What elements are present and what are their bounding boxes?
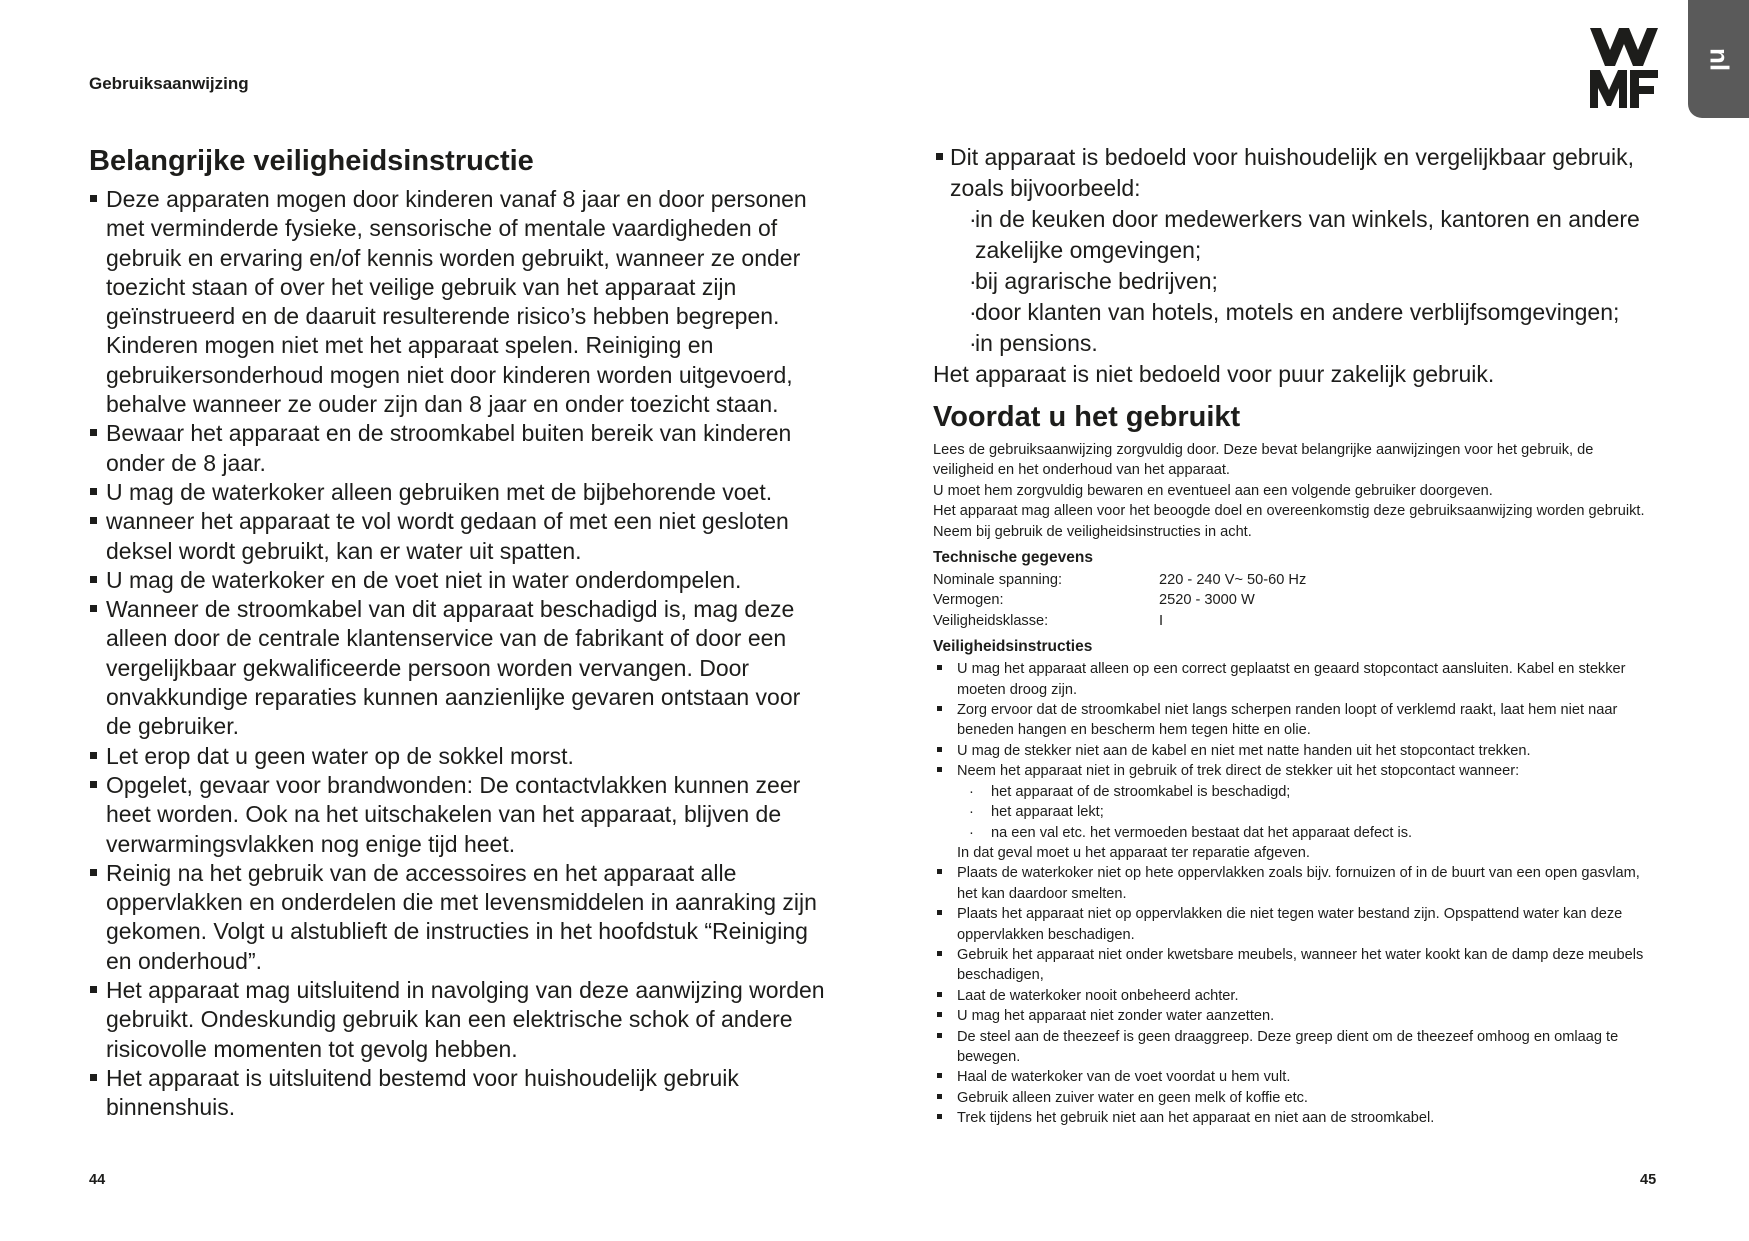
page-number-left: 44 [89,1172,106,1188]
list-item: U mag de waterkoker alleen gebruiken met de bijbehorende voet. [89,478,829,507]
sub-list-item: · het apparaat lekt; [957,802,1653,822]
bullet-icon [90,1074,97,1081]
spec-row: Nominale spanning: 220 - 240 V~ 50-60 Hz [933,572,1307,589]
bullet-icon [937,951,942,956]
list-item: Neem het apparaat niet in gebruik of trek direct de stekker uit het stopcontact wanneer: · het apparaat of de stroomkabel is beschadigd; · het apparaat lekt; · na een val etc. het vermoeden bestaat dat het apparaat defect is. In dat geval moet u het apparaat ter reparatie afgeven. [933,761,1653,863]
bullet-icon [937,1094,942,1099]
list-item: Haal de waterkoker van de voet voordat u hem vult. [933,1067,1653,1087]
list-item: U mag de stekker niet aan de kabel en niet met natte handen uit het stopcontact trekken. [933,741,1653,761]
paragraph: Neem bij gebruik de veiligheidsinstructies in acht. [933,523,1252,540]
list-item: Gebruik het apparaat niet onder kwetsbare meubels, wanneer het water kookt kan de damp deze meubels beschadigen, [933,945,1653,986]
right-column [933,142,1653,1129]
bullet-icon [937,747,942,752]
paragraph: U moet hem zorgvuldig bewaren en eventueel aan een volgende gebruiker doorgeven. [933,482,1493,499]
list-item: Laat de waterkoker nooit onbeheerd achter. [933,986,1653,1006]
left-column [89,143,829,1123]
usage-sub-list [933,204,1653,359]
bullet-icon [937,767,942,772]
sub-list-item: · na een val etc. het vermoeden bestaat dat het apparaat defect is. [957,823,1653,843]
safety-instructions-heading: Veiligheidsinstructies [933,638,1093,656]
dot-icon: · [969,824,974,841]
sub-list-item: · door klanten van hotels, motels en andere verblijfsomgevingen; [933,297,1653,328]
section-title-before-use: Voordat u het gebruikt [933,401,1241,433]
sub-list-item: · bij agrarische bedrijven; [933,266,1653,297]
bullet-icon [90,488,97,495]
bullet-icon [90,752,97,759]
list-item: Het apparaat is uitsluitend bestemd voor huishoudelijk gebruik binnenshuis. [89,1064,829,1123]
paragraph: Het apparaat mag alleen voor het beoogde doel en overeenkomstig deze gebruiksaanwijzing worden gebruikt. [933,503,1645,520]
bullet-icon [937,1073,942,1078]
page-number-right: 45 [1640,1172,1657,1188]
running-header: Gebruiksaanwijzing [89,74,249,93]
bullet-icon [937,1033,942,1038]
list-item: Zorg ervoor dat de stroomkabel niet langs scherpen randen loopt of verklemd raakt, laat hem niet naar beneden hangen en bescherm hem tegen hitte en olie. [933,700,1653,741]
dot-icon: · [969,299,977,325]
usage-list [933,142,1653,204]
bullet-icon [936,153,943,160]
list-item: wanneer het apparaat te vol wordt gedaan of met een niet gesloten deksel wordt gebruikt, kan er water uit spatten. [89,507,829,566]
language-tab [1688,0,1749,118]
sub-list-item: · in de keuken door medewerkers van winkels, kantoren en andere zakelijke omgevingen; [969,206,1640,263]
list-item: De steel aan de theezeef is geen draaggreep. Deze greep dient om de theezeef omhoog en omlaag te bewegen. [933,1027,1653,1068]
safety-note: In dat geval moet u het apparaat ter reparatie afgeven. [957,844,1310,861]
list-item: Reinig na het gebruik van de accessoires en het apparaat alle oppervlakken en onderdelen die met levensmiddelen in aanraking zijn gekomen. Volgt u alstublieft de instructies in het hoofdstuk “Reiniging en onderhoud”. [89,859,829,976]
list-item: Plaats de waterkoker niet op hete oppervlakken zoals bijv. fornuizen of in de buurt van een open gasvlam, het kan daardoor smelten. [933,863,1653,904]
bullet-icon [90,986,97,993]
bullet-icon [937,992,942,997]
dot-icon: · [969,783,974,800]
list-item: Opgelet, gevaar voor brandwonden: De contactvlakken kunnen zeer heet worden. Ook na het uitschakelen van het apparaat, blijven de verwarmingsvlakken nog enige tijd heet. [89,771,829,859]
bullet-icon [90,429,97,436]
list-item: Wanneer de stroomkabel van dit apparaat beschadigd is, mag deze alleen door de centrale klantenservice van de fabrikant of door een vergelijkbaar gekwalificeerde persoon worden vervangen. Door onvakkundige reparaties kunnen aanzienlijke gevaren ontstaan voor de gebruiker. [89,595,829,741]
list-item: Gebruik alleen zuiver water en geen melk of koffie etc. [933,1088,1653,1108]
dot-icon: · [969,206,977,232]
dot-icon: · [969,268,977,294]
list-item: Trek tijdens het gebruik niet aan het apparaat en niet aan de stroomkabel. [933,1108,1653,1128]
bullet-icon [90,605,97,612]
list-item: Plaats het apparaat niet op oppervlakken die niet tegen water bestand zijn. Opspattend water kan deze oppervlakken beschadigen. [933,904,1653,945]
list-item: U mag het apparaat alleen op een correct geplaatst en geaard stopcontact aansluiten. Kabel en stekker moeten droog zijn. [933,659,1653,700]
list-item: Let erop dat u geen water op de sokkel morst. [89,742,829,771]
tech-data-heading: Technische gegevens [933,549,1093,567]
dot-icon: · [969,804,974,821]
bullet-icon [90,195,97,202]
spec-row: Vermogen: 2520 - 3000 W [933,592,1255,609]
sub-list-item: · in pensions. [933,328,1653,359]
spec-row: Veiligheidsklasse: I [933,612,1164,629]
paragraph: Lees de gebruiksaanwijzing zorgvuldig door. Deze bevat belangrijke aanwijzingen voor het gebruik, de veiligheid en het onderhoud van het apparaat. [933,442,1594,479]
list-item: U mag het apparaat niet zonder water aanzetten. [933,1006,1653,1026]
usage-note: Het apparaat is niet bedoeld voor puur zakelijk gebruik. [933,361,1495,387]
before-use-text [933,440,1653,1129]
bullet-icon [937,706,942,711]
bullet-icon [937,1114,942,1119]
wmf-logo [1590,28,1658,108]
bullet-icon [90,576,97,583]
bullet-icon [937,1012,942,1017]
sub-list-item: · het apparaat of de stroomkabel is beschadigd; [957,782,1653,802]
section-title-safety: Belangrijke veiligheidsinstructie [89,145,534,177]
bullet-icon [937,910,942,915]
list-item: Het apparaat mag uitsluitend in navolging van deze aanwijzing worden gebruikt. Ondeskundig gebruik kan een elektrische schok of andere risicovolle momenten tot gevolg hebben. [89,976,829,1064]
bullet-icon [90,781,97,788]
list-item: Bewaar het apparaat en de stroomkabel buiten bereik van kinderen onder de 8 jaar. [89,419,829,478]
bullet-icon [90,869,97,876]
safety-instructions-list [933,659,1653,1128]
list-item: Dit apparaat is bedoeld voor huishoudelijk en vergelijkbaar gebruik, zoals bijvoorbeeld: [933,142,1653,204]
bullet-icon [937,665,942,670]
safety-list [89,185,829,1123]
list-item: Deze apparaten mogen door kinderen vanaf 8 jaar en door personen met verminderde fysieke, sensorische of mentale vaardigheden of gebruik en ervaring en/of kennis worden gebruikt, wanneer ze onder toezicht staan of over het veilige gebruik van het apparaat zijn geïnstrueerd en de daaruit resulterende risico’s hebben begrepen. Kinderen mogen niet met het apparaat spelen. Reiniging en gebruikersonderhoud mogen niet door kinderen worden uitgevoerd, behalve wanneer ze ouder zijn dan 8 jaar en onder toezicht staan. [89,185,829,419]
bullet-icon [937,869,942,874]
safety-sub-list [957,782,1653,843]
language-code: nl [1704,47,1735,72]
bullet-icon [90,517,97,524]
dot-icon: · [969,330,977,356]
list-item: U mag de waterkoker en de voet niet in water onderdompelen. [89,566,829,595]
